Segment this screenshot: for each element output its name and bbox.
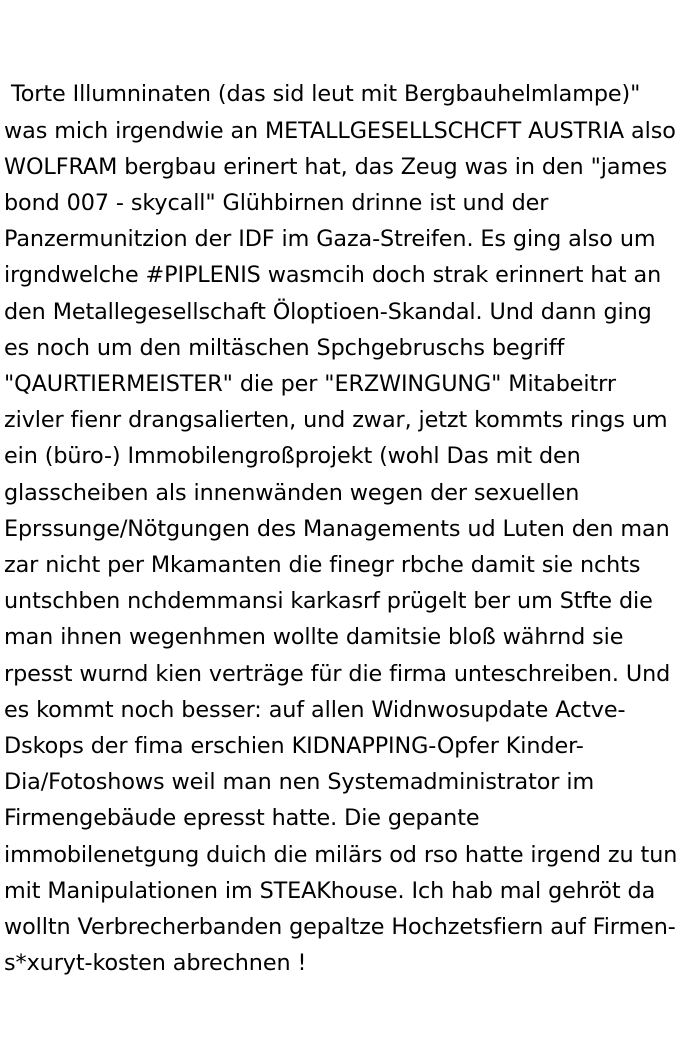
document-body-text bbox=[4, 4, 684, 1054]
body-paragraph: Torte Illumninaten (das sid leut mit Bergbauhelmlampe)" was mich irgendwie an METALLGESELLSCHCFT AUSTRIA also WOLFRAM bergbau erinert hat, das Zeug was in den "james bond 007 - skycall" Glühbirnen drinne ist und der Panzermunitzion der IDF im Gaza-Streifen. Es ging also um irgndwelche #PIPLENIS wasmcih doch strak erinnert hat an den Metallegesellschaft Öloptioen-Skandal. Und dann ging es noch um den miltäschen Spchgebruschs begriff "QAURTIERMEISTER" die per "ERZWINGUNG" Mitabeitrr zivler fienr drangsalierten, und zwar, jetzt kommts rings um ein (büro-) Immobilengroßprojekt (wohl Das mit den glasscheiben als innenwänden wegen der sexuellen Eprssunge/Nötgungen des Managements ud Luten den man zar nicht per Mkamanten die finegr rbche damit sie nchts untschben nchdemmansi karkasrf prügelt ber um Stfte die man ihnen wegenhmen wollte damitsie bloß währnd sie rpesst wurnd kien verträge für die firma unteschreiben. Und es kommt noch besser: auf allen Widnwosupdate Actve-Dskops der fima erschien KIDNAPPING-Opfer Kinder-Dia/Fotoshows weil man nen Systemadministrator im Firmengebäude epresst hatte. Die gepante immobilenetgung duich die milärs od rso hatte irgend zu tun mit Manipulationen im STEAKhouse. Ich hab mal gehröt da wolltn Verbrecherbanden gepaltze Hochzetsfiern auf Firmen-s*xuryt-kosten abrechnen ! bbox=[4, 81, 684, 977]
